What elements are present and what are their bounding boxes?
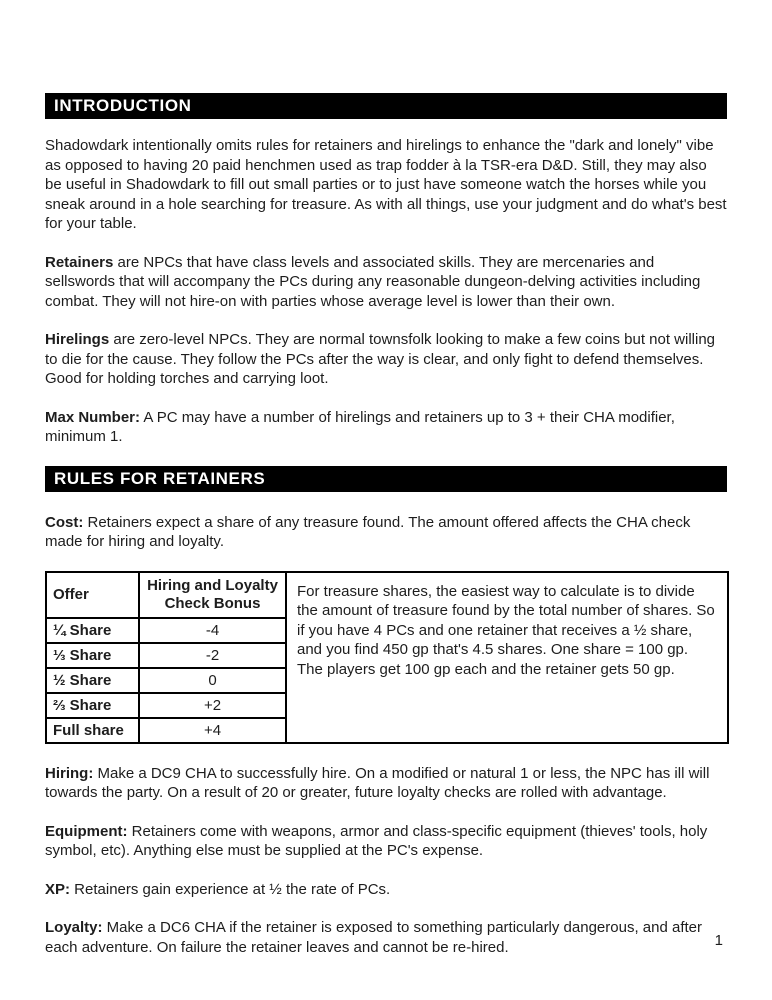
paragraph-text: A PC may have a number of hirelings and retainers up to 3 + their CHA modifier, minimum 1. xyxy=(45,408,675,445)
paragraph-lead: Hiring: xyxy=(45,764,94,782)
paragraph-lead: Equipment: xyxy=(45,822,128,840)
page-number: 1 xyxy=(714,932,723,949)
paragraph-retainers xyxy=(45,253,727,312)
paragraph-overview xyxy=(45,136,727,234)
paragraph-max-number xyxy=(45,408,727,447)
offer-cell: ⅔ Share xyxy=(46,693,139,718)
bonus-cell: +4 xyxy=(139,718,286,743)
paragraph-lead: XP: xyxy=(45,880,71,898)
section-header-introduction: INTRODUCTION xyxy=(45,93,727,119)
column-header-bonus: Hiring and Loyalty Check Bonus xyxy=(139,572,286,618)
table-note-cell: For treasure shares, the easiest way to calculate is to divide the amount of treasure found by the total number of shares. So if you have 4 PCs and one retainer that receives a ½ share, and you find 450 gp that's 4.5 shares. One share = 100 gp. The players get 100 gp each and the retainer gets 50 gp. xyxy=(286,572,728,743)
offer-cell: ½ Share xyxy=(46,668,139,693)
paragraph-equipment xyxy=(45,822,727,861)
paragraph-text: are zero-level NPCs. They are normal townsfolk looking to make a few coins but not willing to die for the cause. They follow the PCs after the way is clear, and only fight to defend themselves. Good for holding torches and carrying loot. xyxy=(45,331,716,387)
offer-cell: ⅓ Share xyxy=(46,643,139,668)
paragraph-text: are NPCs that have class levels and associated skills. They are mercenaries and sellswords that will accompany the PCs during any reasonable dungeon-delving activities including combat. They will not hire-on with parties whose average level is lower than their own. xyxy=(45,253,701,310)
paragraph-text: Retainers come with weapons, armor and class-specific equipment (thieves' tools, holy symbol, etc). Anything else must be supplied at the PC's expense. xyxy=(45,822,708,859)
offer-cell: ¼ Share xyxy=(46,618,139,643)
paragraph-text: Retainers gain experience at ½ the rate of PCs. xyxy=(70,880,391,898)
paragraph-hiring xyxy=(45,764,727,803)
bonus-cell: +2 xyxy=(139,693,286,718)
bonus-cell: 0 xyxy=(139,668,286,693)
bonus-cell: -2 xyxy=(139,643,286,668)
paragraph-lead: Hirelings xyxy=(45,331,110,348)
paragraph-cost xyxy=(45,513,727,552)
paragraph-text: Make a DC9 CHA to successfully hire. On a modified or natural 1 or less, the NPC has ill will towards the party. On a result of 20 or greater, future loyalty checks are rolled with advantage. xyxy=(45,764,710,801)
paragraph-lead: Loyalty: xyxy=(45,919,103,936)
document-content xyxy=(45,93,727,976)
paragraph-lead: Retainers xyxy=(45,253,114,271)
paragraph-text: Shadowdark intentionally omits rules for retainers and hirelings to enhance the "dark and lonely" vibe as opposed to having 20 paid henchmen used as trap fodder à la TSR-era D&D. Still, they may also be useful in Shadowdark to fill out small parties or to just have someone watch the horses while you sneak around in a hole searching for treasure. As with all things, use your judgment and do what's best for your table. xyxy=(45,137,727,232)
paragraph-xp xyxy=(45,880,727,900)
paragraph-text: Retainers expect a share of any treasure found. The amount offered affects the CHA check made for hiring and loyalty. xyxy=(45,513,691,550)
offer-cell: Full share xyxy=(46,718,139,743)
table-header-row xyxy=(46,572,728,618)
column-header-offer: Offer xyxy=(46,572,139,618)
bonus-cell: -4 xyxy=(139,618,286,643)
paragraph-loyalty xyxy=(45,918,727,957)
paragraph-hirelings xyxy=(45,330,727,389)
section-header-rules-for-retainers: RULES FOR RETAINERS xyxy=(45,466,727,492)
paragraph-lead: Cost: xyxy=(45,513,84,531)
paragraph-text: Make a DC6 CHA if the retainer is exposed to something particularly dangerous, and after each adventure. On failure the retainer leaves and cannot be re-hired. xyxy=(45,919,702,956)
paragraph-lead: Max Number: xyxy=(45,408,141,426)
share-bonus-table xyxy=(45,571,729,744)
